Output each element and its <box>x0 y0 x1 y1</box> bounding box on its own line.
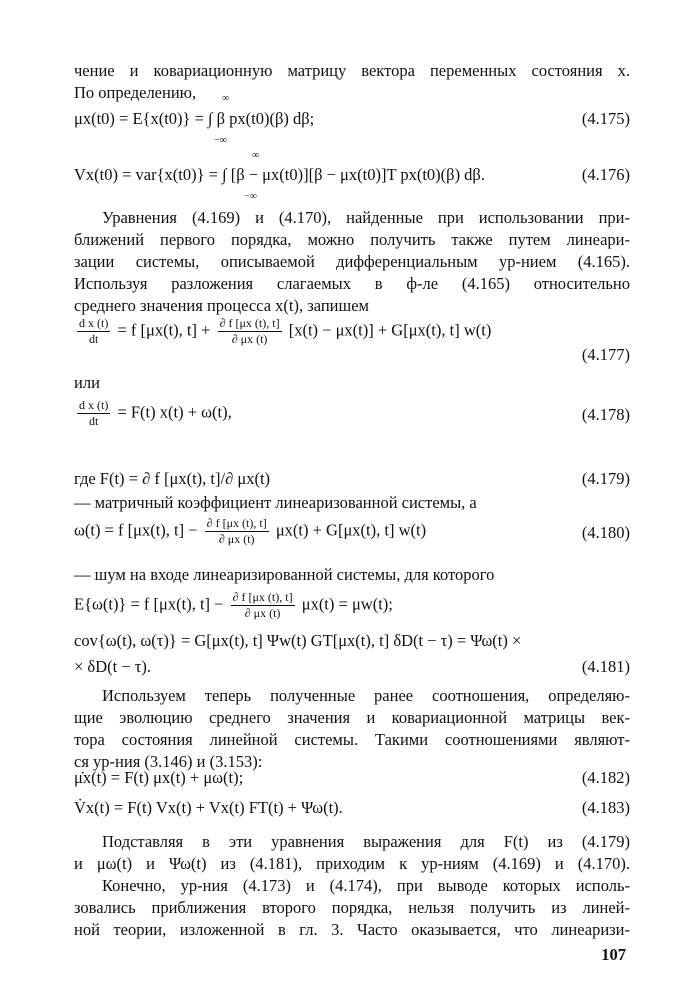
text-line: и μω(t) и Ψω(t) из (4.181), приходим к ур-ниям (4.169) и (4.170). <box>74 854 630 873</box>
equation-number: (4.175) <box>581 109 630 128</box>
equation-number: (4.181) <box>581 657 630 676</box>
fraction-numerator: d x (t) <box>79 398 109 412</box>
equation-number: (4.183) <box>581 798 630 817</box>
text-line: Конечно, ур-ния (4.173) и (4.174), при выводе которых исполь- <box>102 876 630 895</box>
integral-upper-limit: ∞ <box>222 93 230 104</box>
equation-body: Vx(t0) = var{x(t0)} = ∫ [β − μx(t0)][β − μx(t0)]T px(t0)(β) dβ. <box>74 165 485 184</box>
equation-number: (4.176) <box>581 165 630 184</box>
equation-body: μx(t0) = E{x(t0)} = ∫ β px(t0)(β) dβ; <box>74 109 315 128</box>
text-line: — шум на входе линеаризированной системы, для которого <box>74 565 495 584</box>
equation-4-178 <box>74 398 630 432</box>
text-line: зации системы, описываемой дифференциальным ур-нием (4.165). <box>74 252 630 271</box>
text-line: ближений первого порядка, можно получить также путем линеари- <box>74 230 630 249</box>
equation-part: ω(t) = f [μx(t), t] − <box>74 520 198 540</box>
fraction-denominator: dt <box>88 414 99 428</box>
equation-part: [x(t) − μx(t)] + G[μx(t), t] w(t) <box>288 320 492 340</box>
fraction-denominator: ∂ μx (t) <box>244 606 281 620</box>
text-line: зовались приближения второго порядка, нельзя получить из линей- <box>74 898 630 917</box>
fraction <box>77 398 110 429</box>
equation-part: = F(t) x(t) + ω(t), <box>117 402 232 422</box>
text-line: чение и ковариационную матрицу вектора переменных состояния x. <box>74 61 630 80</box>
fraction <box>77 316 110 347</box>
equation-number: (4.180) <box>581 523 630 542</box>
fraction-denominator: ∂ μx (t) <box>231 332 268 346</box>
fraction-numerator: ∂ f [μx (t), t] <box>219 316 280 330</box>
equation-body: cov{ω(t), ω(τ)} = G[μx(t), t] Ψw(t) GT[μx(t), t] δD(t − τ) = Ψω(t) × <box>74 631 522 650</box>
equation-4-181-mean <box>74 590 630 626</box>
equation-4-180 <box>74 516 630 552</box>
text-line: тора состояния линейной системы. Такими соотношениями являют- <box>74 730 630 749</box>
equation-part: = f [μx(t), t] + <box>117 320 211 340</box>
integral-lower-limit: −∞ <box>244 191 257 202</box>
fraction-denominator: ∂ μx (t) <box>218 532 255 546</box>
text-line: — матричный коэффициент линеаризованной системы, а <box>74 493 477 512</box>
equation-number: (4.179) <box>581 469 630 488</box>
equation-part: μx(t) = μw(t); <box>301 594 393 614</box>
text-line: или <box>74 373 100 392</box>
equation-body: μ̇x(t) = F(t) μx(t) + μω(t); <box>74 768 244 787</box>
fraction <box>218 316 282 347</box>
text-line: Используем теперь полученные ранее соотношения, определяю- <box>102 686 630 705</box>
integral-upper-limit: ∞ <box>252 150 260 161</box>
equation-body: × δD(t − τ). <box>74 657 152 676</box>
text-line: Уравнения (4.169) и (4.170), найденные при использовании при- <box>102 208 630 227</box>
equation-part: E{ω(t)} = f [μx(t), t] − <box>74 594 224 614</box>
fraction-numerator: ∂ f [μx (t), t] <box>206 516 267 530</box>
fraction-numerator: ∂ f [μx (t), t] <box>232 590 293 604</box>
text-line: По определению, <box>74 83 197 102</box>
integral-lower-limit: −∞ <box>214 135 227 146</box>
text-line: среднего значения процесса x(t), запишем <box>74 296 369 315</box>
fraction-numerator: d x (t) <box>79 316 109 330</box>
equation-part: μx(t) + G[μx(t), t] w(t) <box>275 520 427 540</box>
text-line: ной теории, изложенной в гл. 3. Часто оказывается, что линеаризи- <box>74 920 630 939</box>
page-number: 107 <box>601 945 626 964</box>
equation-number: (4.177) <box>581 345 630 364</box>
equation-number: (4.178) <box>581 405 630 424</box>
equation-number: (4.182) <box>581 768 630 787</box>
equation-body: где F(t) = ∂ f [μx(t), t]/∂ μx(t) <box>74 469 271 488</box>
text-line: Используя разложения слагаемых в ф-ле (4.165) относительно <box>74 274 630 293</box>
text-line: ся ур-ния (3.146) и (3.153): <box>74 752 263 771</box>
fraction <box>231 590 295 621</box>
text-line: щие эволюцию среднего значения и ковариационной матрицы век- <box>74 708 630 727</box>
fraction <box>205 516 269 547</box>
equation-4-177 <box>74 316 630 350</box>
text-line: Подставляя в эти уравнения выражения для F(t) из (4.179) <box>102 832 630 851</box>
fraction-denominator: dt <box>88 332 99 346</box>
equation-body: V̇x(t) = F(t) Vx(t) + Vx(t) FT(t) + Ψω(t). <box>74 798 343 817</box>
